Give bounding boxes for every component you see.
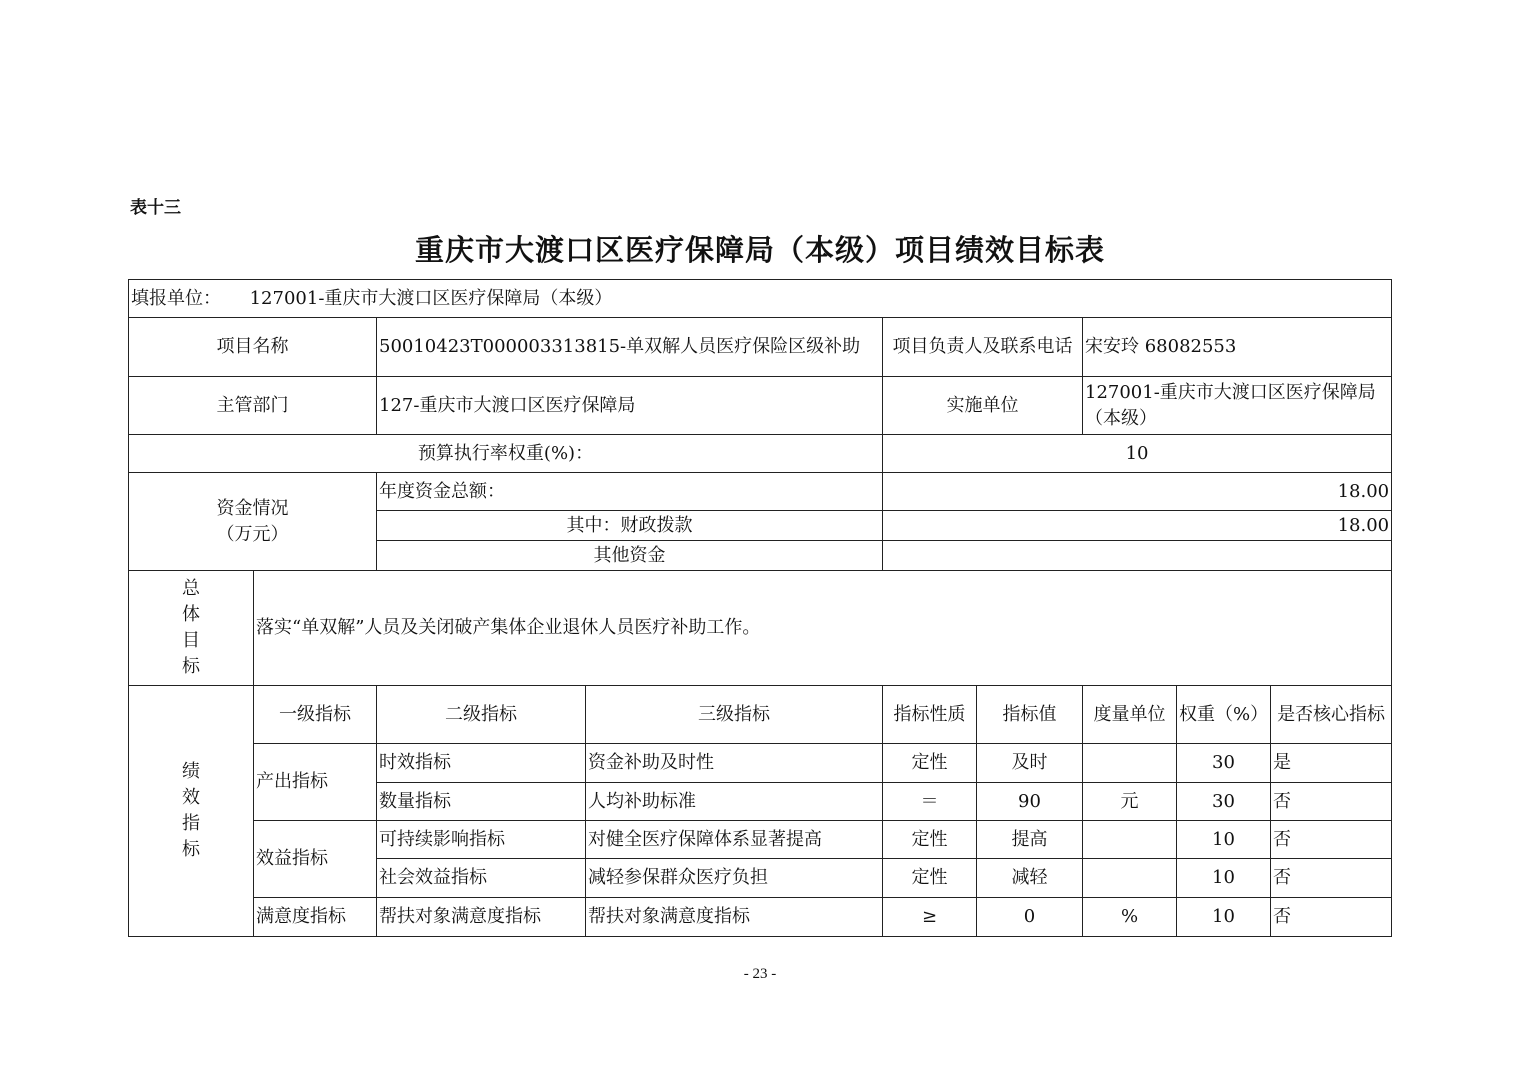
goal-label-char: 总: [182, 578, 200, 599]
table-number: 表十三: [130, 198, 181, 218]
project-contact-label: 项目负责人及联系电话: [883, 318, 1083, 377]
level3-indicator: 资金补助及时性: [586, 744, 883, 783]
level2-indicator: 数量指标: [377, 783, 586, 821]
funds-label: [129, 473, 377, 571]
project-name-value: 50010423T000003313815-单双解人员医疗保险区级补助: [377, 318, 883, 377]
indicator-core: 否: [1271, 859, 1392, 898]
level1-indicator: 产出指标: [254, 744, 377, 821]
column-header-nature: 指标性质: [883, 686, 977, 744]
indicator-weight: 30: [1177, 783, 1271, 821]
indicator-value: 0: [977, 898, 1083, 937]
column-header-core: 是否核心指标: [1271, 686, 1392, 744]
indicator-nature: ＝: [883, 783, 977, 821]
indicators-label-char: 指: [182, 813, 200, 834]
goal-label-char: 目: [182, 630, 200, 651]
budget-weight-label: 预算执行率权重(%)：: [129, 435, 883, 473]
budget-weight-row: [129, 435, 1392, 473]
department-row: [129, 377, 1392, 435]
indicators-label-char: 效: [182, 787, 200, 808]
column-header-value: 指标值: [977, 686, 1083, 744]
indicator-core: 否: [1271, 783, 1392, 821]
level3-indicator: 帮扶对象满意度指标: [586, 898, 883, 937]
indicator-core: 是: [1271, 744, 1392, 783]
indicator-weight: 30: [1177, 744, 1271, 783]
indicator-value: 提高: [977, 821, 1083, 859]
level1-indicator: 效益指标: [254, 821, 377, 898]
indicator-unit: 元: [1083, 783, 1177, 821]
implementing-unit-label: 实施单位: [883, 377, 1083, 435]
level2-indicator: 帮扶对象满意度指标: [377, 898, 586, 937]
overall-goal-label: [129, 571, 254, 686]
indicator-value: 及时: [977, 744, 1083, 783]
reporting-unit-value: 127001-重庆市大渡口区医疗保障局（本级）: [249, 287, 613, 309]
level3-indicator: 人均补助标准: [586, 783, 883, 821]
indicator-weight: 10: [1177, 898, 1271, 937]
funds-other-label: 其他资金: [377, 541, 883, 571]
project-contact-value: 宋安玲 68082553: [1083, 318, 1392, 377]
level2-indicator: 社会效益指标: [377, 859, 586, 898]
funds-total-value: 18.00: [883, 473, 1392, 511]
funds-total-row: [129, 473, 1392, 511]
indicator-unit: [1083, 821, 1177, 859]
funds-fiscal-value: 18.00: [883, 511, 1392, 541]
funds-total-label: 年度资金总额：: [377, 473, 883, 511]
indicator-nature: 定性: [883, 859, 977, 898]
column-header-unit: 度量单位: [1083, 686, 1177, 744]
column-header-weight: 权重（%）: [1177, 686, 1271, 744]
indicator-core: 否: [1271, 898, 1392, 937]
goal-label-char: 体: [182, 604, 200, 625]
implementing-unit-value: 127001-重庆市大渡口区医疗保障局（本级）: [1083, 377, 1392, 435]
level1-indicator: 满意度指标: [254, 898, 377, 937]
department-label: 主管部门: [129, 377, 377, 435]
reporting-unit-label: 填报单位：: [131, 287, 221, 309]
table-row: [129, 898, 1392, 937]
page-number: - 23 -: [743, 966, 777, 982]
indicator-core: 否: [1271, 821, 1392, 859]
table-row: [129, 821, 1392, 859]
indicator-nature: ≥: [883, 898, 977, 937]
indicator-weight: 10: [1177, 821, 1271, 859]
indicator-nature: 定性: [883, 821, 977, 859]
document-title: 重庆市大渡口区医疗保障局（本级）项目绩效目标表: [414, 233, 1105, 267]
column-header-level1: 一级指标: [254, 686, 377, 744]
goal-label-char: 标: [182, 656, 200, 677]
indicators-label-char: 标: [182, 839, 200, 860]
level2-indicator: 时效指标: [377, 744, 586, 783]
indicator-value: 减轻: [977, 859, 1083, 898]
indicator-nature: 定性: [883, 744, 977, 783]
project-name-row: [129, 318, 1392, 377]
column-header-level2: 二级指标: [377, 686, 586, 744]
funds-fiscal-label: 其中：财政拨款: [377, 511, 883, 541]
performance-target-table: [128, 279, 1392, 937]
indicators-label-char: 绩: [182, 761, 200, 782]
indicator-unit: [1083, 744, 1177, 783]
indicator-unit: %: [1083, 898, 1177, 937]
funds-label-line2: （万元）: [216, 523, 289, 545]
level3-indicator: 减轻参保群众医疗负担: [586, 859, 883, 898]
level2-indicator: 可持续影响指标: [377, 821, 586, 859]
indicators-label: [129, 686, 254, 937]
budget-weight-value: 10: [883, 435, 1392, 473]
indicator-weight: 10: [1177, 859, 1271, 898]
level3-indicator: 对健全医疗保障体系显著提高: [586, 821, 883, 859]
overall-goal-text: 落实“单双解”人员及关闭破产集体企业退休人员医疗补助工作。: [254, 571, 1392, 686]
overall-goal-row: [129, 571, 1392, 686]
indicator-value: 90: [977, 783, 1083, 821]
project-name-label: 项目名称: [129, 318, 377, 377]
department-value: 127-重庆市大渡口区医疗保障局: [377, 377, 883, 435]
header-row: [129, 280, 1392, 318]
table-row: [129, 744, 1392, 783]
indicator-unit: [1083, 859, 1177, 898]
reporting-unit-cell: [129, 280, 1392, 318]
funds-label-line1: 资金情况: [216, 497, 289, 519]
funds-other-value: [883, 541, 1392, 571]
column-header-level3: 三级指标: [586, 686, 883, 744]
indicator-header-row: [129, 686, 1392, 744]
